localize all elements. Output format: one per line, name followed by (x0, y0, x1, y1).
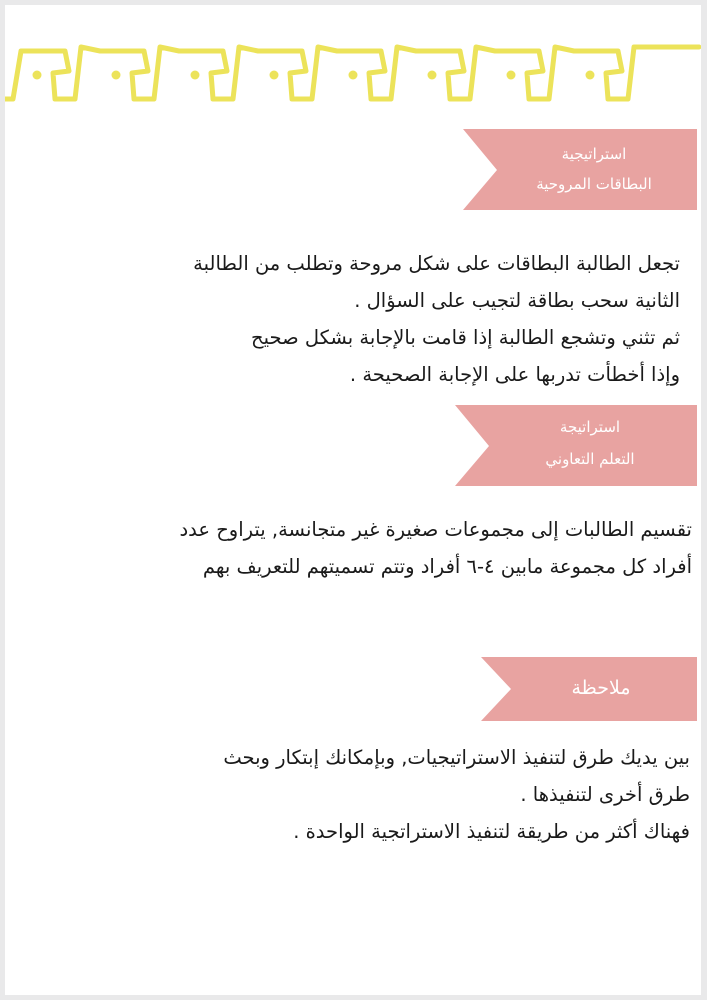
decorative-greek-key-border (5, 41, 701, 111)
text-line: الثانية سحب بطاقة لتجيب على السؤال . (354, 289, 680, 312)
border-dot (507, 71, 516, 80)
border-dot (191, 71, 200, 80)
text-line: فهناك أكثر من طريقة لتنفيذ الاستراتجية الواحدة . (293, 820, 690, 843)
ribbon-strategy-cooperative-learning (451, 403, 699, 488)
text-line: وإذا أخطأت تدربها على الإجابة الصحيحة . (349, 363, 680, 386)
border-dot (33, 71, 42, 80)
section2-body (179, 511, 692, 585)
ribbon-title-line-1: استراتيجية (561, 145, 627, 163)
text-line: تجعل الطالبة البطاقات على شكل مروحة وتطلب من الطالبة (193, 252, 680, 275)
border-dot (428, 71, 437, 80)
document-page (5, 5, 701, 995)
ribbon-strategy-fan-cards (459, 127, 699, 212)
ribbon-title-line-2: البطاقات المروحية (536, 175, 652, 193)
text-line: أفراد كل مجموعة مابين ٤-٦ أفراد وتتم تسميتهم للتعريف بهم (202, 555, 692, 578)
border-dot (270, 71, 279, 80)
ribbon-note (477, 655, 699, 723)
text-line: طرق أخرى لتنفيذها . (520, 783, 690, 806)
text-line: تقسيم الطالبات إلى مجموعات صغيرة غير متجانسة, يتراوح عدد (179, 518, 692, 541)
ribbon-title-line-2: التعلم التعاوني (545, 450, 635, 468)
border-dot (349, 71, 358, 80)
text-line: ثم تثني وتشجع الطالبة إذا قامت بالإجابة بشكل صحيح (251, 326, 680, 349)
section3-body (223, 739, 690, 850)
border-dot (586, 71, 595, 80)
ribbon-title: ملاحظة (571, 677, 631, 699)
ribbon-title-line-1: استراتيجة (559, 418, 621, 436)
text-line: بين يديك طرق لتنفيذ الاستراتيجيات, وبإمكانك إبتكار وبحث (223, 746, 690, 769)
section1-body (193, 245, 680, 393)
border-dot (112, 71, 121, 80)
